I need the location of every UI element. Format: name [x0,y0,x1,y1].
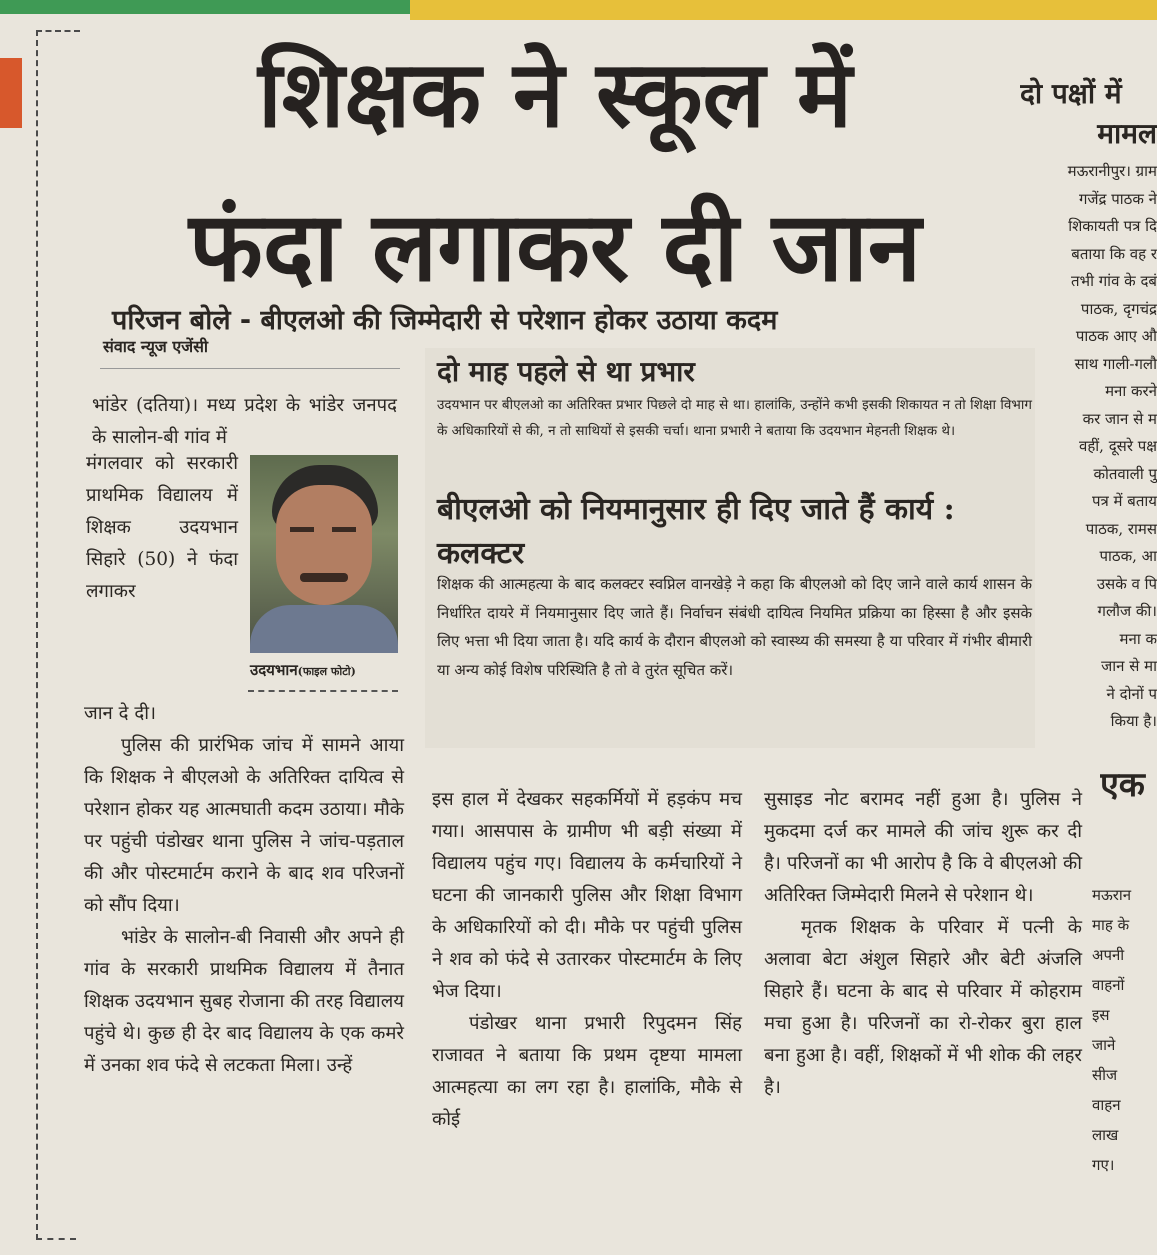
adjacent-article-line: पाठक, रामस [1085,519,1157,538]
cut-line-bottom [36,1238,76,1240]
box-text-1: उदयभान पर बीएलओ का अतिरिक्त प्रभार पिछले दो माह से था। हालांकि, उन्होंने कभी इसकी शिकायत न तो शिक्षा विभाग के अधिकारियों से की, न तो साथियों से इसकी चर्चा। थाना प्रभारी ने बताया कि उदयभान मेहनती शिक्षक थे। [437,397,1032,439]
section-marker [0,58,22,128]
adjacent-article-line: पत्र में बताय [1091,492,1157,510]
adjacent-article-line: तभी गांव के दबं [1070,272,1157,290]
adjacent-article-line: शिकायती पत्र दि [1068,217,1157,235]
adjacent-article-text-2 [1092,880,1157,1180]
headline-line-1: शिक्षक ने स्कूल में [258,41,852,148]
adjacent-article-heading: एक [1100,765,1145,805]
adjacent-article-line: किया है। [1110,712,1157,730]
article-column-1 [84,698,404,1082]
top-color-band-green [0,0,410,14]
caption-name: उदयभान [250,661,298,679]
adjacent-article-line: माह के [1092,916,1130,934]
adjacent-article-line: जान से मा [1101,657,1157,675]
caption-note: (फाइल फोटो) [297,665,356,678]
adjacent-article-line: कर जान से म [1082,409,1157,428]
top-color-band-yellow [410,0,1157,20]
adjacent-article-line: साथ गाली-गलौ [1074,354,1157,373]
adjacent-article-line: अपनी [1092,946,1125,964]
adjacent-article-line: पाठक, दृगचंद्र [1080,299,1157,318]
adjacent-article-line: वहीं, दूसरे पक्ष [1078,437,1157,455]
adjacent-article-line: ने दोनों प [1106,684,1157,703]
adjacent-article-line: वाहनों [1092,976,1125,994]
article-paragraph: इस हाल में देखकर सहकर्मियों में हड़कंप मच गया। आसपास के ग्रामीण भी बड़ी संख्या में विद्यालय पहुंच गए। विद्यालय के कर्मचारियों ने घटना की जानकारी पुलिस और शिक्षा विभाग के अधिकारियों को दी। मौके पर पहुंची पुलिस ने शव को फंदे से उतारकर पोस्टमार्टम के लिए भेज दिया। [432,789,742,1002]
adjacent-article-line: गए। [1092,1156,1115,1174]
article-paragraph: सुसाइड नोट बरामद नहीं हुआ है। पुलिस ने मुकदमा दर्ज कर मामले की जांच शुरू कर दी है। परिजनों का भी आरोप है कि वे बीएलओ की अतिरिक्त जिम्मेदारी मिलने से परेशान थे। [764,789,1082,906]
adjacent-article-line: मऊरान [1092,886,1132,904]
adjacent-article-line: मऊरानीपुर। ग्राम [1067,162,1157,180]
article-intro: भांडेर (दतिया)। मध्य प्रदेश के भांडेर जनपद के सालोन-बी गांव में [92,395,397,448]
headline-line-2: फंदा लगाकर दी जान [188,191,922,303]
agency-byline: संवाद न्यूज एजेंसी [103,337,209,356]
adjacent-article-line: मना क [1119,629,1157,648]
box-heading-2: बीएलओ को नियमानुसार ही दिए जाते हैं कार्य : कलक्टर [437,492,955,571]
adjacent-article-line: कोतवाली पु [1093,464,1157,483]
article-paragraph: भांडेर के सालोन-बी निवासी और अपने ही गांव के सरकारी प्राथमिक विद्यालय में तैनात शिक्षक उदयभान सुबह रोजाना की तरह विद्यालय पहुंचे थे। कुछ ही देर बाद विद्यालय के एक कमरे में उनका शव फंदे से लटकता मिला। उन्हें [84,927,404,1076]
article-text-beside-photo: मंगलवार को सरकारी प्राथमिक विद्यालय में शिक्षक उदयभान सिहारे (50) ने फंदा लगाकर [86,453,238,602]
adjacent-article-line: लाख [1092,1126,1119,1144]
caption-divider [248,690,398,692]
adjacent-article-line: सीज [1092,1066,1118,1084]
adjacent-article-line: गजेंद्र पाठक ने [1078,189,1157,208]
byline-divider [100,368,400,369]
box-heading-1: दो माह पहले से था प्रभार [437,355,695,388]
adjacent-article-line: वाहन [1092,1096,1121,1114]
cut-line-top [36,30,80,32]
adjacent-article-line: बताया कि वह र [1071,244,1157,263]
article-column-3 [764,784,1082,1104]
photo-caption [250,660,356,680]
adjacent-article-text [1020,158,1157,736]
adjacent-article-line: पाठक आए औ [1075,327,1157,345]
adjacent-article-title: दो पक्षों में मामल [1020,77,1157,150]
teacher-photo [250,455,398,653]
adjacent-article-line: गलौज की। [1097,602,1157,620]
article-paragraph: पंडोखर थाना प्रभारी रिपुदमन सिंह राजावत ने बताया कि प्रथम दृष्टया मामला आत्महत्या का लग रहा है। हालांकि, मौके से कोई [432,1013,742,1130]
article-paragraph: मृतक शिक्षक के परिवार में पत्नी के अलावा बेटा अंशुल सिहारे और बेटी अंजलि सिहारे हैं। घटना के बाद से परिवार में कोहराम मचा हुआ है। परिजनों का रो-रोकर बुरा हाल बना हुआ है। वहीं, शिक्षकों में भी शोक की लहर है। [764,917,1082,1098]
article-paragraph: जान दे दी। [84,703,156,724]
adjacent-article-line: इस [1092,1006,1110,1024]
box-text-2: शिक्षक की आत्महत्या के बाद कलक्टर स्वप्निल वानखेड़े ने कहा कि बीएलओ को दिए जाने वाले कार्य शासन के निर्धारित दायरे में नियमानुसार दिए जाते हैं। निर्वाचन संबंधी दायित्व नियमित प्रक्रिया का हिस्सा है और इसके लिए भत्ता भी दिया जाता है। यदि कार्य के दौरान बीएलओ को स्वास्थ्य की समस्या है या परिवार में गंभीर बीमारी या अन्य कोई विशेष परिस्थिति है तो वे तुरंत सूचित करें। [437,575,1032,679]
adjacent-article-line: पाठक, आ [1099,547,1157,565]
article-paragraph: पुलिस की प्रारंभिक जांच में सामने आया कि शिक्षक ने बीएलओ के अतिरिक्त दायित्व से परेशान होकर यह आत्मघाती कदम उठाया। मौके पर पहुंची पंडोखर थाना पुलिस ने जांच-पड़ताल की और पोस्टमार्टम कराने के बाद शव परिजनों को सौंप दिया। [84,735,404,916]
adjacent-article-line: उसके व पि [1096,574,1157,593]
adjacent-article-line: मना करने [1105,382,1157,400]
adjacent-article-line: जाने [1092,1036,1116,1054]
cut-line-left [36,30,38,1240]
subheadline: परिजन बोले - बीएलओ की जिम्मेदारी से परेशान होकर उठाया कदम [112,305,778,336]
article-column-2 [432,784,742,1136]
